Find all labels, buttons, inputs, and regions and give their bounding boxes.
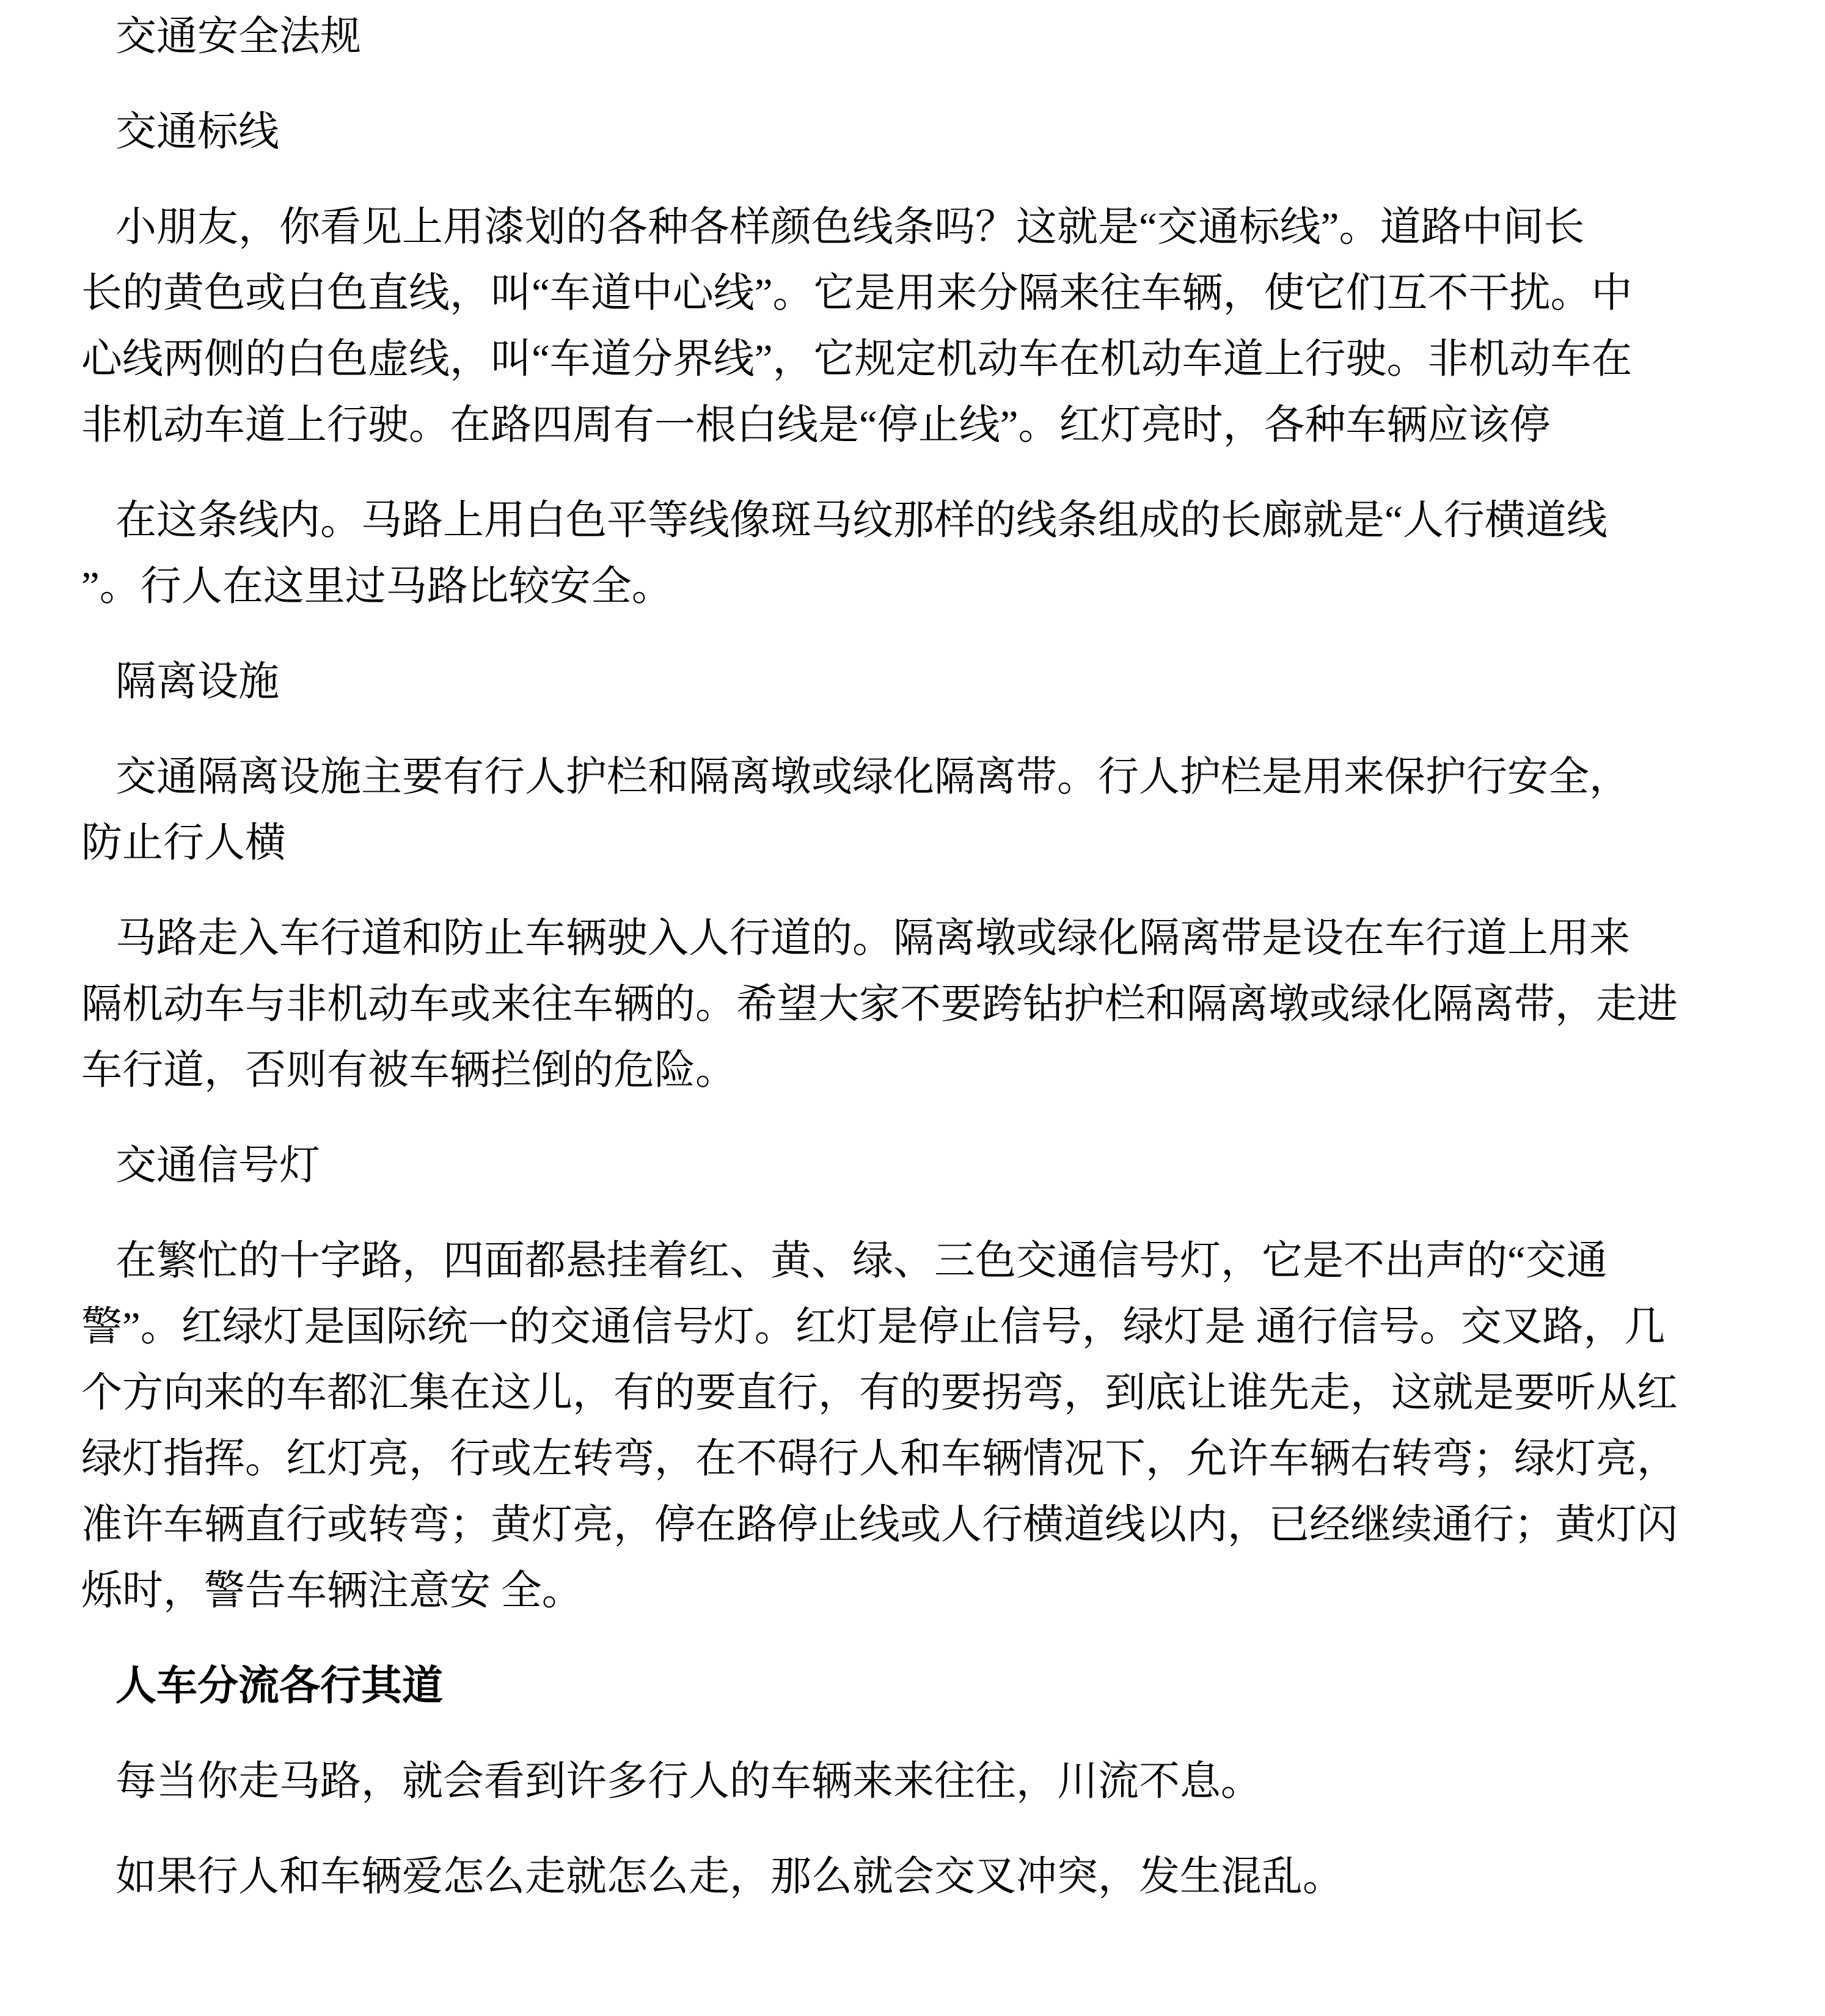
- paragraph: [81, 194, 1788, 458]
- text-line: 警”。红绿灯是国际统一的交通信号灯。红灯是停止信号，绿灯是 通行信号。交叉路，几: [81, 1304, 1666, 1349]
- paragraph: [81, 1228, 1788, 1624]
- text-line: 隔离设施: [115, 659, 279, 704]
- text-line: 非机动车道上行驶。在路四周有一根白线是“停止线”。红灯亮时，各种车辆应该停: [81, 403, 1551, 448]
- text-line: 个方向来的车都汇集在这儿，有的要直行，有的要拐弯，到底让谁先走，这就是要听从红: [81, 1370, 1678, 1415]
- text-line: 交通安全法规: [115, 14, 361, 59]
- paragraph: [81, 1844, 1788, 1910]
- text-line: 长的黄色或白色直线，叫“车道中心线”。它是用来分隔来往车辆，使它们互不干扰。中: [81, 271, 1633, 316]
- text-line: 小朋友，你看见上用漆划的各种各样颜色线条吗？这就是“交通标线”。道路中间长: [115, 205, 1585, 250]
- text-line: 准许车辆直行或转弯；黄灯亮，停在路停止线或人行横道线以内，已经继续通行；黄灯闪: [81, 1502, 1678, 1547]
- text-line: 人车分流各行其道: [115, 1664, 443, 1709]
- text-line: 在繁忙的十字路，四面都悬挂着红、黄、绿、三色交通信号灯，它是不出声的“交通: [115, 1238, 1607, 1284]
- section-heading: [81, 1653, 1788, 1719]
- text-line: 马路走入车行道和防止车辆驶入人行道的。隔离墩或绿化隔离带是设在车行道上用来: [115, 916, 1630, 961]
- section-heading: [81, 649, 1788, 715]
- paragraph: [81, 488, 1788, 619]
- text-line: 每当你走马路，就会看到许多行人的车辆来来往往，川流不息。: [115, 1759, 1262, 1804]
- text-line: 烁时，警告车辆注意安 全。: [81, 1568, 583, 1613]
- text-line: 如果行人和车辆爱怎么走就怎么走，那么就会交叉冲突，发生混乱。: [115, 1854, 1344, 1899]
- paragraph: [81, 905, 1788, 1103]
- text-line: 交通标线: [115, 109, 279, 155]
- text-line: 在这条线内。马路上用白色平等线像斑马纹那样的线条组成的长廊就是“人行横道线: [115, 498, 1607, 543]
- text-line: 车行道，否则有被车辆拦倒的危险。: [81, 1048, 736, 1093]
- paragraph: [81, 1748, 1788, 1814]
- text-line: 交通隔离设施主要有行人护栏和隔离墩或绿化隔离带。行人护栏是用来保护行安全，: [115, 754, 1630, 800]
- text-line: 绿灯指挥。红灯亮，行或左转弯，在不碍行人和车辆情况下，允许车辆右转弯；绿灯亮，: [81, 1436, 1678, 1481]
- text-line: ”。行人在这里过马路比较安全。: [81, 564, 673, 609]
- text-line: 交通信号灯: [115, 1143, 320, 1188]
- text-line: 防止行人横: [81, 820, 286, 866]
- document-title: [81, 4, 1788, 70]
- text-line: 隔机动车与非机动车或来往车辆的。希望大家不要跨钻护栏和隔离墩或绿化隔离带，走进: [81, 982, 1678, 1027]
- section-heading: [81, 1133, 1788, 1199]
- paragraph: [81, 744, 1788, 876]
- section-heading: [81, 99, 1788, 165]
- text-line: 心线两侧的白色虚线，叫“车道分界线”，它规定机动车在机动车道上行驶。非机动车在: [81, 337, 1633, 382]
